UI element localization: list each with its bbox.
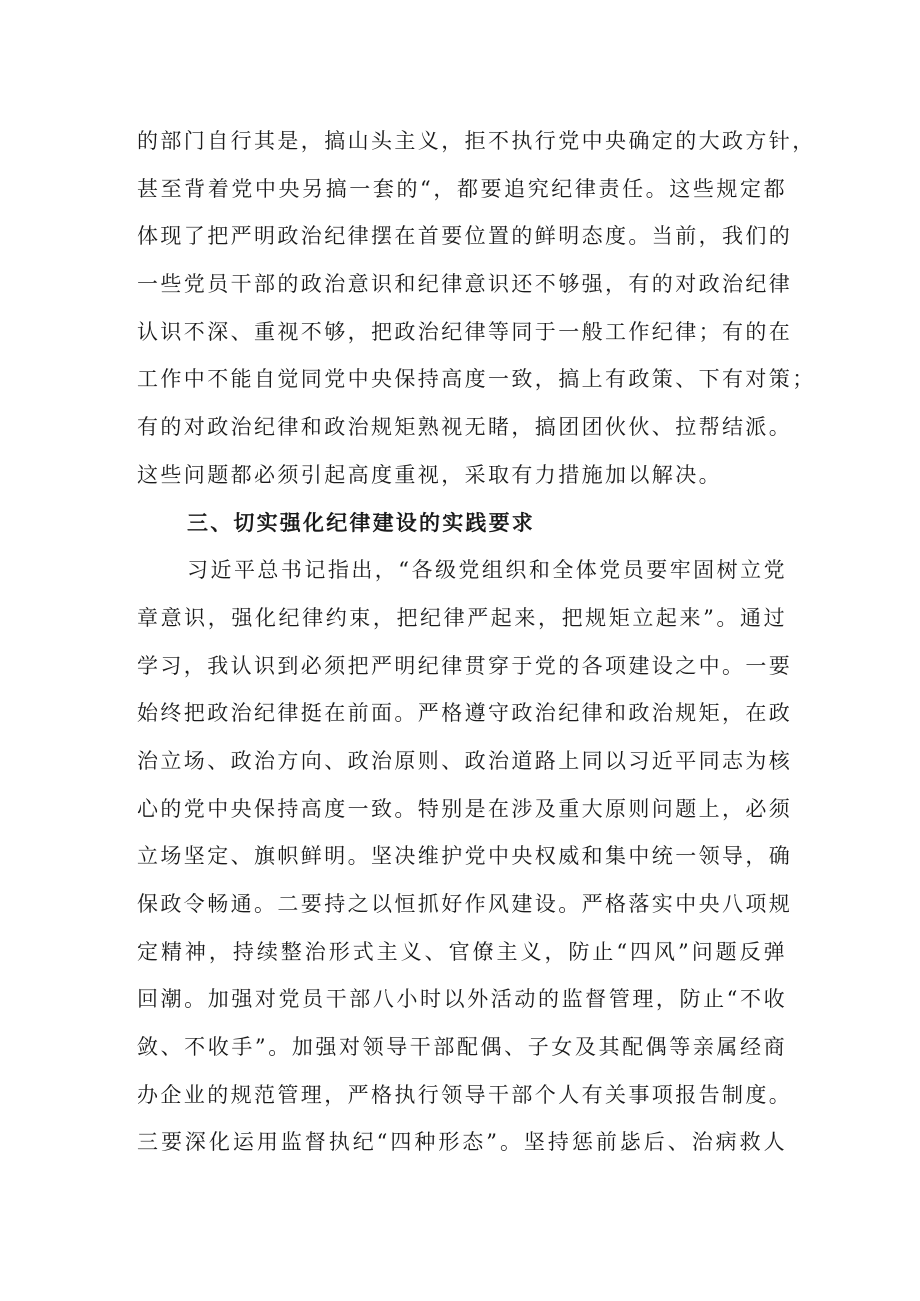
paragraph-line: 敛、不收手”。加强对领导干部配偶、子女及其配偶等亲属经商 [137, 1035, 787, 1060]
paragraph-line: 的部门自行其是，搞山头主义，拒不执行党中央确定的大政方针， [137, 129, 816, 153]
paragraph-line: 学习，我认识到必须把严明纪律贯穿于党的各项建设之中。一要 [137, 653, 793, 678]
paragraph-line: 有的对政治纪律和政治规矩熟视无睹，搞团团伙伙、拉帮结派。 [137, 415, 793, 440]
paragraph-line: 工作中不能自觉同党中央保持高度一致，搞上有政策、下有对策； [137, 367, 816, 392]
paragraph-line: 心的党中央保持高度一致。特别是在涉及重大原则问题上，必须 [137, 796, 793, 821]
paragraph-line: 甚至背着党中央另搞一套的“，都要追究纪律责任。这些规定都 [137, 176, 787, 201]
paragraph-line: 认识不深、重视不够，把政治纪律等同于一般工作纪律；有的在 [137, 319, 793, 344]
section-heading: 三、切实强化纪律建设的实践要求 [187, 510, 535, 535]
paragraph-line: 回潮。加强对党员干部八小时以外活动的监督管理，防止“不收 [137, 987, 787, 1012]
paragraph-line: 这些问题都必须引起高度重视，采取有力措施加以解决。 [137, 462, 722, 487]
paragraph-line: 体现了把严明政治纪律摆在首要位置的鲜明态度。当前，我们的 [137, 224, 793, 249]
paragraph-line: 治立场、政治方向、政治原则、政治道路上同以习近平同志为核 [137, 748, 793, 773]
paragraph-line: 章意识，强化纪律约束，把纪律严起来，把规矩立起来”。通过 [137, 605, 787, 630]
paragraph-line: 定精神，持续整治形式主义、官僚主义，防止“四风”问题反弹 [137, 939, 787, 964]
paragraph-line: 保政令畅通。二要持之以恒抓好作风建设。严格落实中央八项规 [137, 892, 793, 916]
paragraph-line: 始终把政治纪律挺在前面。严格遵守政治纪律和政治规矩，在政 [137, 701, 793, 726]
paragraph-line: 立场坚定、旗帜鲜明。坚决维护党中央权威和集中统一领导，确 [137, 844, 793, 869]
document-body [137, 118, 816, 1167]
paragraph-line: 一些党员干部的政治意识和纪律意识还不够强，有的对政治纪律 [137, 272, 793, 297]
paragraph-line: 习近平总书记指出，“各级党组织和全体党员要牢固树立党 [187, 558, 787, 583]
paragraph-line: 三要深化运用监督执纪“四种形态”。坚持惩前毖后、治病救人 [137, 1130, 787, 1155]
paragraph-line: 办企业的规范管理，严格执行领导干部个人有关事项报告制度。 [137, 1082, 793, 1107]
